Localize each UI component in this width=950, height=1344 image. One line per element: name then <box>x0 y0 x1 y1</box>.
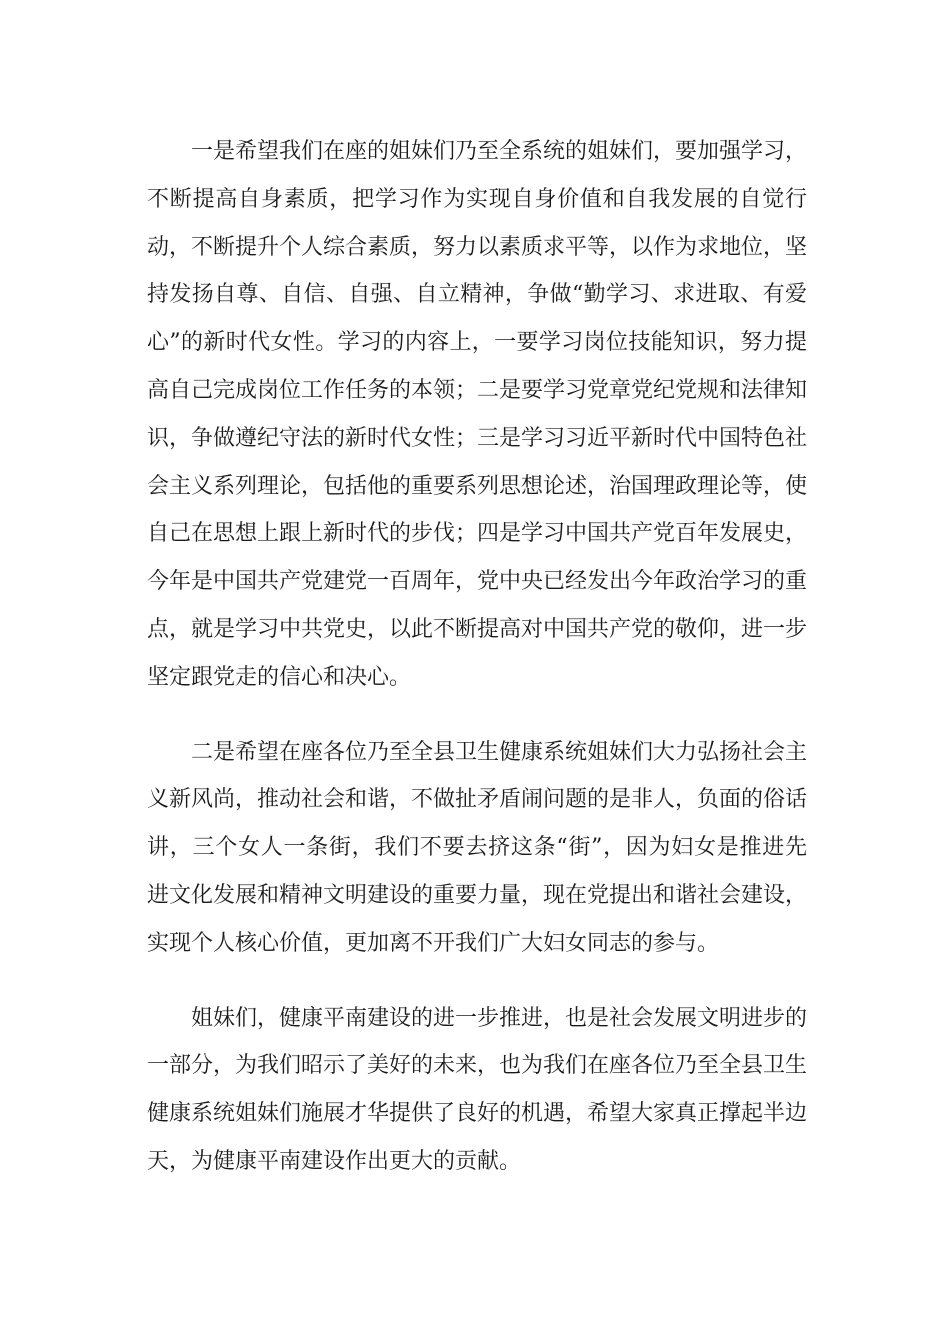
document-body <box>147 128 807 1186</box>
paragraph-closing: 姐妹们，健康平南建设的进一步推进，也是社会发展文明进步的一部分，为我们昭示了美好的未来，也为我们在座各位乃至全县卫生健康系统姐妹们施展才华提供了良好的机遇，希望大家真正撑起半边天，为健康平南建设作出更大的贡献。 <box>147 1005 808 1174</box>
paragraph-learning: 一是希望我们在座的姐妹们乃至全系统的姐妹们，要加强学习，不断提高自身素质，把学习作为实现自身价值和自我发展的自觉行动，不断提升个人综合素质，努力以素质求平等，以作为求地位，坚持发扬自尊、自信、自强、自立精神，争做“勤学习、求进取、有爱心”的新时代女性。学习的内容上，一要学习岗位技能知识，努力提高自己完成岗位工作任务的本领；二是要学习党章党纪党规和法律知识，争做遵纪守法的新时代女性；三是学习习近平新时代中国特色社会主义系列理论，包括他的重要系列思想论述，治国理政理论等，使自己在思想上跟上新时代的步伐；四是学习中国共产党百年发展史，今年是中国共产党建党一百周年，党中央已经发出今年政治学习的重点，就是学习中共党史，以此不断提高对中国共产党的敬仰，进一步坚定跟党走的信心和决心。 <box>147 139 808 690</box>
paragraph-social-harmony: 二是希望在座各位乃至全县卫生健康系统姐妹们大力弘扬社会主义新风尚，推动社会和谐，不做扯矛盾闹问题的是非人，负面的俗话讲，三个女人一条街，我们不要去挤这条“街”，因为妇女是推进先进文化发展和精神文明建设的重要力量，现在党提出和谐社会建设，实现个人核心价值，更加离不开我们广大妇女同志的参与。 <box>147 739 808 956</box>
